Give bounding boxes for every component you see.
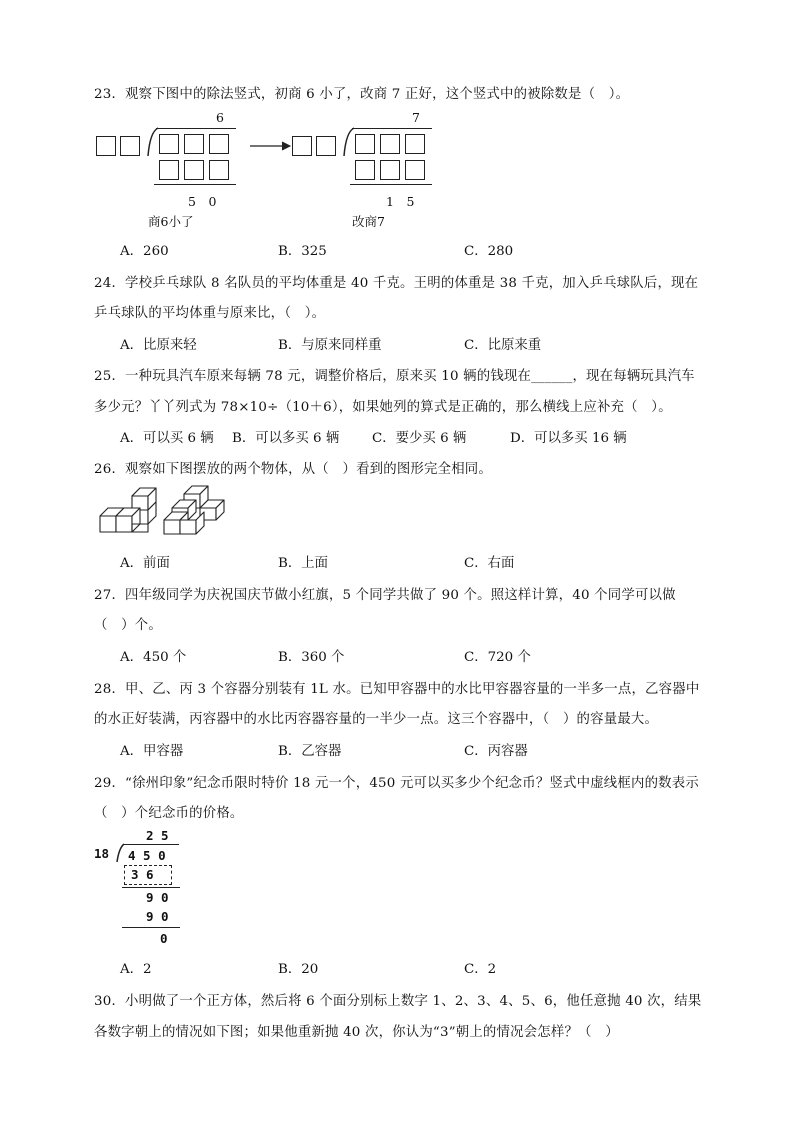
q25-option-d[interactable]: D．可以多买 16 辆 xyxy=(510,431,627,446)
q23-right-remainder: 1 5 xyxy=(386,194,415,209)
q23-left-caption: 商6小了 xyxy=(148,214,194,229)
divisor-box xyxy=(96,136,116,156)
product-box xyxy=(209,160,229,180)
q23-text: 23．观察下图中的除法竖式，初商 6 小了，改商 7 正好，这个竖式中的被除数是（ ）。 xyxy=(94,87,630,102)
divisor-box xyxy=(120,136,140,156)
dividend-box xyxy=(209,134,229,154)
q26-option-a[interactable]: A．前面 xyxy=(120,556,170,571)
product-box xyxy=(159,160,179,180)
q23-option-b[interactable]: B．325 xyxy=(278,244,327,259)
division-bottom-line xyxy=(154,184,236,185)
q25-option-a[interactable]: A．可以买 6 辆 xyxy=(120,431,214,446)
q25-text-line2: 多少元？丫丫列式为 78×10÷（10＋6），如果她列的算式是正确的，那么横线上应补充（ ）。 xyxy=(94,400,672,415)
q29-step1: 3 6 xyxy=(131,867,154,882)
q29-quotient: 2 5 xyxy=(146,828,169,843)
q24-text-line2: 乒乓球队的平均体重与原来比，（ ）。 xyxy=(94,306,326,321)
product-box xyxy=(184,160,204,180)
division-line xyxy=(122,887,180,888)
q30-text-line2: 各数字朝上的情况如下图；如果他重新抛 40 次，你认为“3”朝上的情况会怎样？（ ） xyxy=(94,1025,619,1040)
dividend-box xyxy=(380,134,400,154)
q27-text-line2: （ ）个。 xyxy=(94,618,162,633)
q29-divisor: 18 xyxy=(94,846,110,861)
q24-option-c[interactable]: C．比原来重 xyxy=(464,338,542,353)
q28-option-a[interactable]: A．甲容器 xyxy=(120,744,184,759)
q24-option-a[interactable]: A．比原来轻 xyxy=(120,338,197,353)
q28-text-line2: 的水正好装满，丙容器中的水比丙容器容量的一半少一点。这三个容器中，（ ）的容量最大。 xyxy=(94,712,659,727)
dividend-box xyxy=(159,134,179,154)
product-box xyxy=(405,160,425,180)
dividend-box xyxy=(184,134,204,154)
q29-remainder: 0 xyxy=(160,931,168,946)
division-bracket xyxy=(114,842,126,864)
dividend-box xyxy=(405,134,425,154)
q29-option-a[interactable]: A．2 xyxy=(120,962,152,977)
q26-option-c[interactable]: C．右面 xyxy=(464,556,515,571)
q29-step3: 9 0 xyxy=(146,909,169,924)
arrow-icon xyxy=(250,140,292,152)
division-bottom-line xyxy=(350,184,432,185)
q23-left-quotient: 6 xyxy=(216,110,224,125)
division-line xyxy=(122,927,180,928)
q27-text-line1: 27．四年级同学为庆祝国庆节做小红旗，5 个同学共做了 90 个。照这样计算，40 个同学可以做 xyxy=(94,588,676,603)
divisor-box xyxy=(292,136,312,156)
q29-option-c[interactable]: C．2 xyxy=(464,962,497,977)
product-box xyxy=(355,160,375,180)
q29-text-line1: 29．“徐州印象”纪念币限时特价 18 元一个，450 元可以买多少个纪念币？竖式中虚线框内的数表示 xyxy=(94,776,699,791)
q28-option-b[interactable]: B．乙容器 xyxy=(278,744,342,759)
divisor-box xyxy=(316,136,336,156)
division-top-line xyxy=(123,844,179,845)
q29-step2: 9 0 xyxy=(146,890,169,905)
q23-option-a[interactable]: A．260 xyxy=(120,244,169,259)
q29-dividend: 4 5 0 xyxy=(128,848,166,863)
q29-text-line2: （ ）个纪念币的价格。 xyxy=(94,806,244,821)
division-bracket xyxy=(144,126,160,158)
q27-option-c[interactable]: C．720 个 xyxy=(464,650,531,665)
q23-right-caption: 改商7 xyxy=(352,214,385,229)
q25-option-c[interactable]: C．要少买 6 辆 xyxy=(372,431,467,446)
q26-option-b[interactable]: B．上面 xyxy=(278,556,329,571)
q29-option-b[interactable]: B．20 xyxy=(278,962,319,977)
q23-option-c[interactable]: C．280 xyxy=(464,244,514,259)
q28-option-c[interactable]: C．丙容器 xyxy=(464,744,528,759)
q30-text-line1: 30．小明做了一个正方体，然后将 6 个面分别标上数字 1、2、3、4、5、6，他任意抛 40 次，结果 xyxy=(94,994,702,1009)
q23-right-quotient: 7 xyxy=(412,110,420,125)
division-bracket xyxy=(340,126,356,158)
q26-text: 26．观察如下图摆放的两个物体，从（ ）看到的图形完全相同。 xyxy=(94,462,492,477)
q28-text-line1: 28．甲、乙、丙 3 个容器分别装有 1L 水。已知甲容器中的水比甲容器容量的一半多一点，乙容器中 xyxy=(94,682,700,697)
q27-option-a[interactable]: A．450 个 xyxy=(120,650,187,665)
q23-left-remainder: 5 0 xyxy=(188,194,217,209)
q24-text-line1: 24．学校乒乓球队 8 名队员的平均体重是 40 千克。王明的体重是 38 千克，加入乒乓球队后，现在 xyxy=(94,276,699,291)
q25-text-line1: 25．一种玩具汽车原来每辆 78 元，调整价格后，原来买 10 辆的钱现在______，现在每辆玩具汽车 xyxy=(94,369,695,384)
division-top-line xyxy=(156,128,236,129)
dividend-box xyxy=(355,134,375,154)
cubes-figure xyxy=(96,486,228,542)
q27-option-b[interactable]: B．360 个 xyxy=(278,650,345,665)
product-box xyxy=(380,160,400,180)
q24-option-b[interactable]: B．与原来同样重 xyxy=(278,338,382,353)
division-top-line xyxy=(352,128,432,129)
q25-option-b[interactable]: B．可以多买 6 辆 xyxy=(232,431,340,446)
